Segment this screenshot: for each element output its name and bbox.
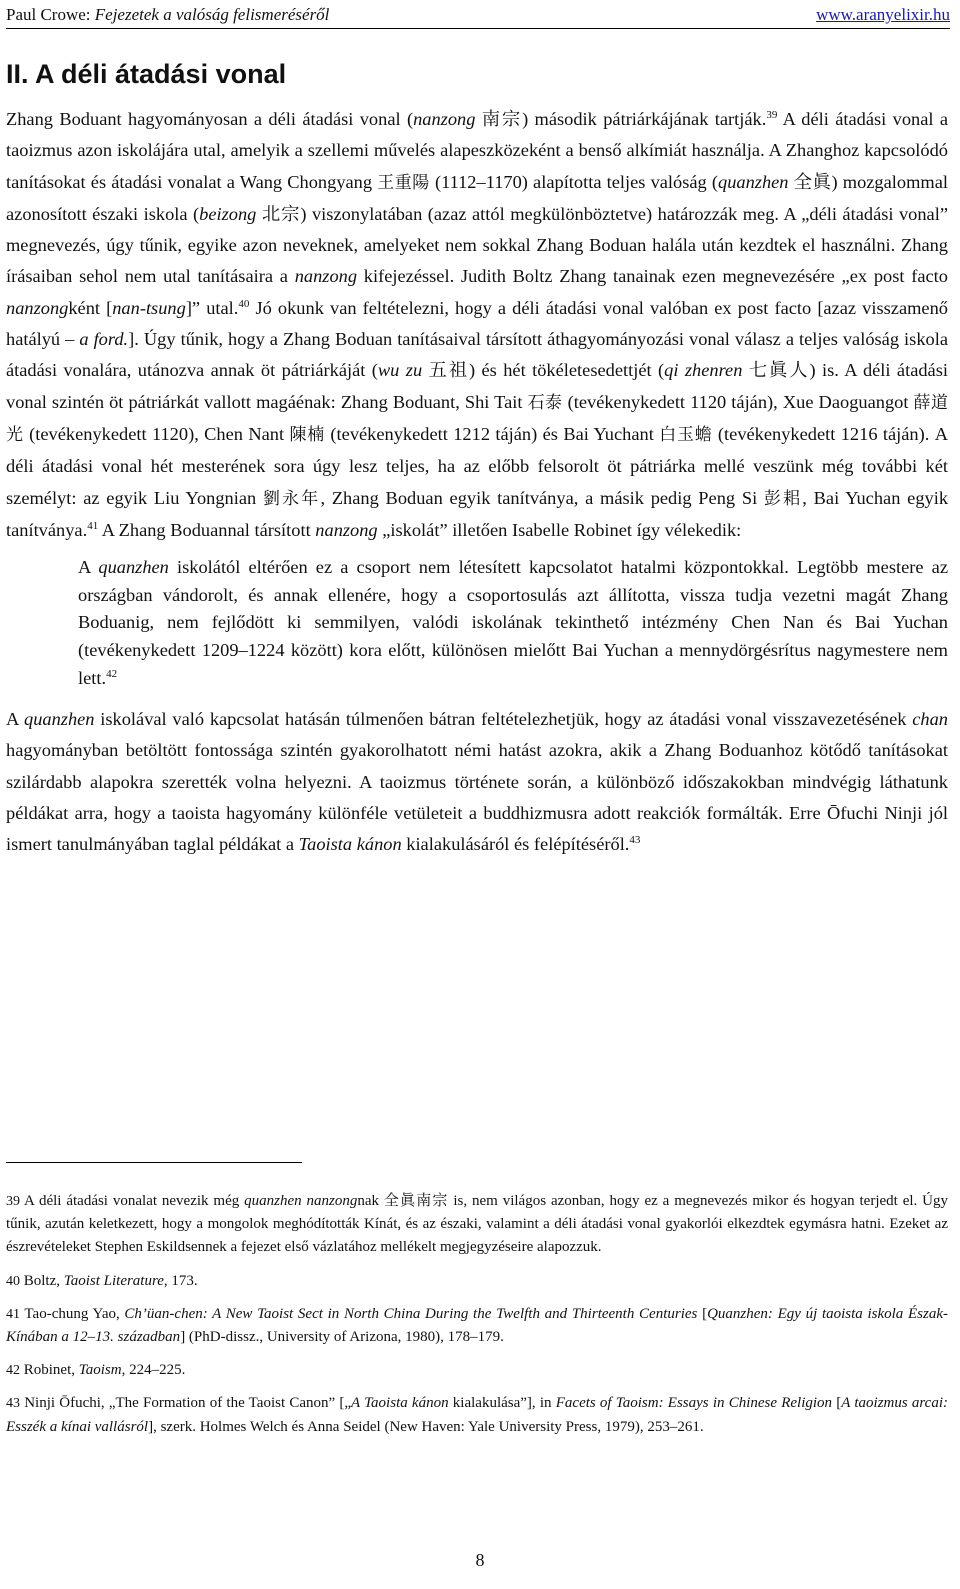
footnote-divider — [6, 1162, 302, 1163]
chinese-name: 石泰 — [527, 392, 563, 413]
text-run: (tevékenykedett 1120), Chen Nant — [23, 423, 290, 444]
text-run: „iskolát” illetően Isabelle Robinet így vélekedik: — [377, 519, 742, 540]
italic-term: A Taoista kánon — [351, 1395, 449, 1412]
header-site-link[interactable]: www.aranyelixir.hu — [816, 5, 950, 24]
italic-term: qi zhenren — [664, 360, 743, 381]
footnote-43 — [6, 1392, 948, 1438]
text-run: A déli átadási vonal a taoizmus azon iskolájára utal, amelyik a szellemi művelés alapeszközeként a benső alkímiát használja. A Zhanghoz kapcsolódó tanításokat és átadási vonalat a Wang Chongyang — [6, 109, 949, 192]
chinese-name: 薛道光 — [6, 392, 949, 445]
footnote-42 — [6, 1359, 948, 1382]
footnote-number: 42 — [6, 1363, 20, 1379]
text-run: 全眞) mozgalommal azonosított északi iskola ( — [6, 171, 948, 224]
italic-term: quanzhen — [98, 557, 169, 578]
italic-term: beizong — [199, 203, 257, 224]
text-run: Robinet, — [20, 1362, 79, 1379]
text-run: ], szerk. Holmes Welch és Anna Seidel (New Haven: Yale University Press, 1979), 253–261. — [148, 1418, 704, 1435]
text-run: (1112–1170) alapította teljes valóság ( — [429, 171, 719, 192]
header-book-title: Fejezetek a valóság felismeréséről — [94, 5, 330, 24]
text-run: A déli átadási vonalat nevezik még — [20, 1193, 245, 1209]
text-run: Ninji Ōfuchi, „The Formation of the Taoist Canon” [„ — [20, 1395, 351, 1412]
text-run: A — [78, 557, 99, 578]
footnote-40 — [6, 1270, 948, 1293]
text-run: iskolától eltérően ez a csoport nem létesített kapcsolatot hatalmi központokkal. Legtöbb mestere az országban vándorolt, és annak ellenére, hogy a csoportosulás azt állította, vissza tudja vezetni magát Zhang Boduanig, nem fejlődött ki semmilyen, valódi iskolának tekinthető intézmény Chen Nan és Bai Yuchan (tevékenykedett 1209–1224 között) kora előtt, különösen mielőtt Bai Yuchan a mennydörgésrítus nagymestere nem lett. — [78, 557, 948, 688]
italic-term: quanzhen — [24, 709, 95, 730]
text-run: , Bai Yuchan egyik tanítványa. — [6, 487, 949, 540]
italic-term: Ch’üan-chen: A New Taoist Sect in North China During the Twelfth and Thirteenth Centuries — [124, 1305, 698, 1322]
text-run: , 224–225. — [121, 1362, 186, 1379]
text-run: Tao-chung Yao, — [20, 1305, 125, 1322]
italic-term: Taoist Literature — [63, 1272, 164, 1289]
italic-term: nan-tsung — [112, 297, 186, 318]
chinese-name: 彭耜 — [763, 488, 803, 509]
italic-term: Facets of Taoism: Essays in Chinese Religion — [555, 1395, 833, 1412]
text-run: Boltz, — [20, 1272, 64, 1289]
text-run: ]. Úgy tűnik, hogy a Zhang Boduan tanításaival társított áthagyományozási vonal válasz a teljes valóság iskola átadási vonalára, utánozva annak öt pátriárkáját ( — [6, 329, 948, 381]
text-run: 北宗) viszonylatában (azaz attól megkülönböztetve) határozzák meg. A „déli átadási vonal” megnevezés, úgy tűnik, egyike azon neveknek, amelyeket nem sokkal Zhang Boduan halála után kezdtek el használni. Zhang írásaiban sehol nem utal tanításaira a — [6, 203, 948, 287]
italic-term: A taoizmus arcai: Esszék a kínai vallásról — [6, 1395, 949, 1435]
text-run: , Zhang Boduan egyik tanítványa, a másik pedig Peng Si — [320, 487, 764, 508]
footnote-number: 39 — [6, 1194, 20, 1209]
text-run: hagyományban betöltött fontossága szintén gyakorolhatott némi hatást azokra, akik a Zhang Boduanhoz kötődő tanításokat szilárdabb alapokra szerették volna helyezni. A taoizmus története során, a különböző időszakokban mindvégig láthatunk példákat arra, hogy a taoista hagyomány különféle vetületeit a buddhizmusra adott reakciók formálták. Erre Ōfuchi Ninji jól ismert tanulmányában taglal példákat a — [6, 740, 948, 855]
page-number: 8 — [475, 1550, 485, 1570]
header-author: Paul Crowe: — [6, 5, 95, 24]
text-run: kialakulása”], in — [448, 1395, 556, 1412]
text-run: (tevékenykedett 1120 táján), Xue Daoguangot — [562, 391, 914, 412]
text-run: [ — [697, 1305, 708, 1322]
text-run: , 173. — [163, 1272, 198, 1289]
text-run: kifejezéssel. Judith Boltz Zhang tanainak ezen megnevezésére „ex post facto — [357, 266, 948, 287]
text-run: 五祖) és hét tökéletesedettjét ( — [422, 360, 665, 381]
text-run: ]” utal. — [185, 297, 239, 318]
text-run: nak 全眞南宗 is, nem világos azonban, hogy ez a megnevezés mikor és hogyan terjedt el. Úgy tűnik, azután keletkezett, hogy a mongolok meghódították Kínát, és az északi, valamint a déli átadási vonal gyakorlói elkezdtek egymásra hatni. Ezeket az észrevételeket Stephen Eskildsennek a fejezet első vázlatához mellékelt megjegyzéseire alapozzuk. — [6, 1193, 949, 1256]
block-quote — [78, 554, 948, 692]
footnote-39 — [6, 1190, 948, 1260]
text-run: (tevékenykedett 1212 táján) és Bai Yuchant — [325, 423, 660, 444]
italic-term: Taoism — [78, 1362, 122, 1379]
running-header — [6, 4, 950, 29]
header-citation — [6, 4, 329, 26]
chinese-name: 王重陽 — [377, 172, 430, 193]
text-run: Zhang Boduant hagyományosan a déli átadási vonal ( — [6, 109, 414, 129]
footnote-ref-42[interactable]: 42 — [106, 667, 118, 680]
italic-term: Taoista kánon — [298, 834, 402, 855]
footnotes — [6, 1190, 948, 1449]
italic-term: nanzong — [315, 519, 378, 540]
section-title: II. A déli átadási vonal — [6, 59, 287, 89]
body-text — [6, 104, 948, 861]
italic-term: quanzhen nanzong — [244, 1193, 358, 1209]
italic-term: nanzong — [294, 266, 358, 287]
text-run: iskolával való kapcsolat hatásán túlmenően bátran feltételezhetjük, hogy az átadási vonal visszavezetésének — [94, 709, 913, 730]
chinese-name: 陳楠 — [289, 424, 326, 445]
text-run: 南宗) második pátriárkájának tartják. — [475, 109, 767, 129]
italic-term: nanzong — [413, 109, 476, 129]
text-run: kialakulásáról és felépítéséről. — [401, 834, 630, 855]
chinese-name: 白玉蟾 — [659, 424, 713, 445]
footnote-41 — [6, 1303, 948, 1349]
footnote-number: 40 — [6, 1273, 20, 1289]
italic-term: Quanzhen: Egy új taoista iskola Észak-Kínában a 12–13. században — [6, 1305, 948, 1346]
footnote-ref-39[interactable]: 39 — [766, 109, 778, 121]
footnote-number: 43 — [6, 1396, 20, 1412]
text-run: 七眞人) is. A déli átadási vonal szintén öt pátriárkát vallott magáénak: Zhang Boduant, Shi Tait — [6, 360, 948, 412]
paragraph-2 — [6, 704, 948, 860]
text-run: (tevékenykedett 1216 táján). A déli átadási vonal hét mesterének sora úgy lesz teljes, ha az előbb felsorolt öt pátriárka mellé veszünk még további két személyt: az egyik Liu Yongnian — [6, 423, 949, 508]
italic-term: chan — [912, 709, 948, 730]
text-run: ] (PhD-dissz., University of Arizona, 1980), 178–179. — [180, 1329, 504, 1346]
text-run: [ — [832, 1395, 842, 1412]
footnote-number: 41 — [6, 1306, 20, 1322]
text-run: A — [6, 709, 25, 730]
text-run: A Zhang Boduannal társított — [98, 519, 316, 540]
italic-term: quanzhen — [718, 171, 789, 192]
footnote-ref-41[interactable]: 41 — [87, 519, 99, 532]
footnote-ref-43[interactable]: 43 — [629, 834, 641, 847]
text-run: ként [ — [68, 297, 113, 318]
italic-term: a ford. — [79, 329, 129, 350]
italic-term: wu zu — [377, 360, 423, 381]
footnote-ref-40[interactable]: 40 — [238, 297, 250, 310]
italic-term: nanzong — [6, 297, 69, 318]
text-run: Jó okunk van feltételezni, hogy a déli átadási vonal valóban ex post facto [azaz visszamenő hatályú – — [6, 297, 948, 350]
paragraph-1 — [6, 104, 948, 546]
chinese-name: 劉永年 — [262, 488, 321, 509]
